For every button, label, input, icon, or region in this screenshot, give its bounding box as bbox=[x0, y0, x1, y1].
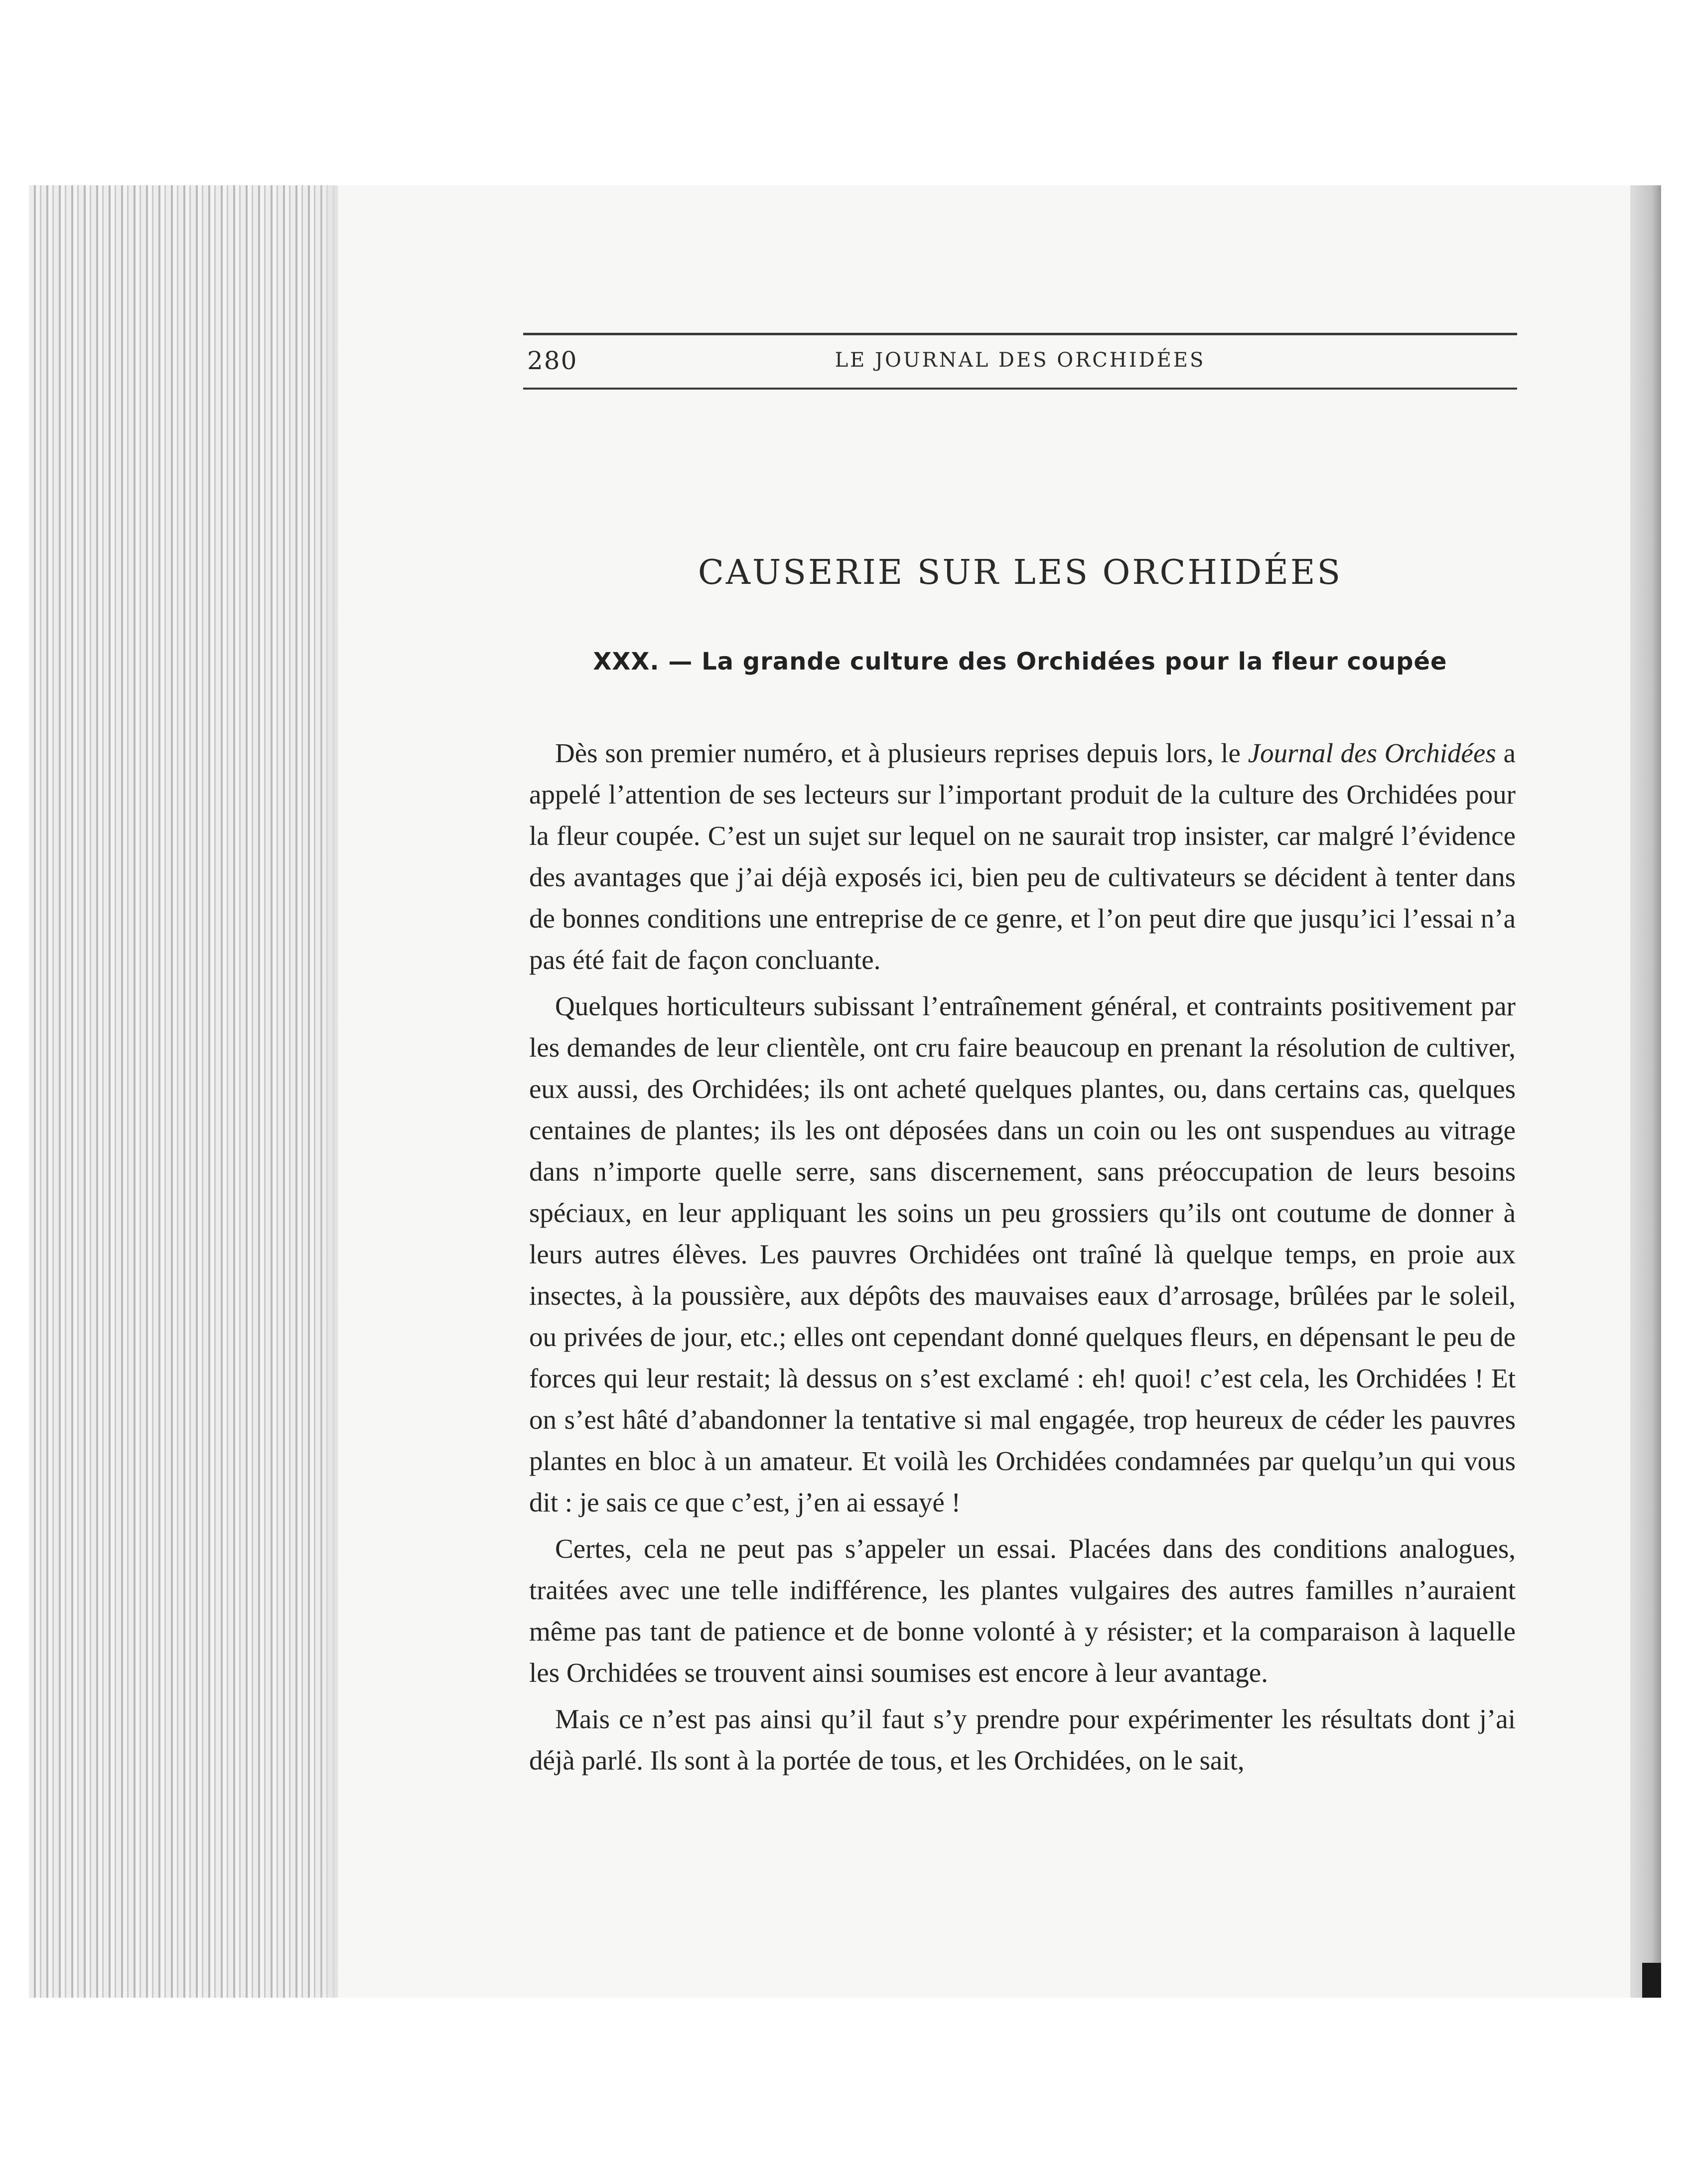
header-bottom-rule bbox=[523, 388, 1517, 390]
paragraph-text: Dès son premier numéro, et à plusieurs reprises depuis lors, le bbox=[555, 738, 1248, 768]
binding-shadow bbox=[1630, 185, 1661, 1998]
paragraph: Certes, cela ne peut pas s’appeler un essai. Placées dans des conditions analogues, traitées avec une telle indifférence, les plantes vulgaires des autres familles n’auraient même pas tant de patience et de bonne volonté à y résister; et la comparaison à laquelle les Orchidées se trouvent ainsi soumises est encore à leur avantage. bbox=[529, 1533, 1516, 1688]
article-body bbox=[529, 732, 1516, 1786]
paragraph: Quelques horticulteurs subissant l’entraînement général, et contraints positivement par les demandes de leur clientèle, ont cru faire beaucoup en prenant la résolution de cultiver, eux aussi, des Orchidées; ils ont acheté quelques plantes, ou, dans certains cas, quelques centaines de plantes; ils les ont déposées dans un coin ou les ont suspendues au vitrage dans n’importe quelle serre, sans discernement, sans préoccupation de leurs besoins spéciaux, en leur appliquant les soins un peu grossiers qu’ils ont coutume de donner à leurs autres élèves. Les pauvres Orchidées ont traîné là quelque temps, en proie aux insectes, à la poussière, aux dépôts des mauvaises eaux d’arrosage, brûlées par le soleil, ou privées de jour, etc.; elles ont cependant donné quelques fleurs, en dépensant le peu de forces qui leur restait; là dessus on s’est exclamé : eh! quoi! c’est cela, les Orchidées ! Et on s’est hâté d’abandonner la tentative si mal engagée, trop heureux de céder les pauvres plantes en bloc à un amateur. Et voilà les Orchidées condamnées par quelqu’un qui vous dit : je sais ce que c’est, j’en ai essayé ! bbox=[529, 991, 1516, 1517]
article-subtitle: XXX. — La grande culture des Orchidées pour la fleur coupée bbox=[593, 648, 1447, 676]
running-title: LE JOURNAL DES ORCHIDÉES bbox=[835, 349, 1206, 372]
journal-title-italic: Journal des Orchidées bbox=[1248, 738, 1496, 768]
page-number: 280 bbox=[527, 346, 578, 375]
paragraph-text: a appelé l’attention de ses lecteurs sur l’important produit de la culture des Orchidées pour la fleur coupée. C’est un sujet sur lequel on ne saurait trop insister, car malgré l’évidence des avantages que j’ai déjà exposés ici, bien peu de cultivateurs se décident à tenter dans de bonnes conditions une entreprise de ce genre, et l’on peut dire que jusqu’ici l’essai n’a pas été fait de façon concluante. bbox=[529, 738, 1516, 975]
paragraph bbox=[529, 732, 1516, 980]
article-title: CAUSERIE SUR LES ORCHIDÉES bbox=[698, 553, 1343, 592]
paragraph: Mais ce n’est pas ainsi qu’il faut s’y prendre pour expérimenter les résultats dont j’ai déjà parlé. Ils sont à la portée de tous, et les Orchidées, on le sait, bbox=[529, 1704, 1516, 1775]
scan-corner-mark bbox=[1642, 1963, 1661, 1998]
stacked-page-edges bbox=[29, 185, 338, 1998]
header-top-rule bbox=[523, 333, 1517, 335]
